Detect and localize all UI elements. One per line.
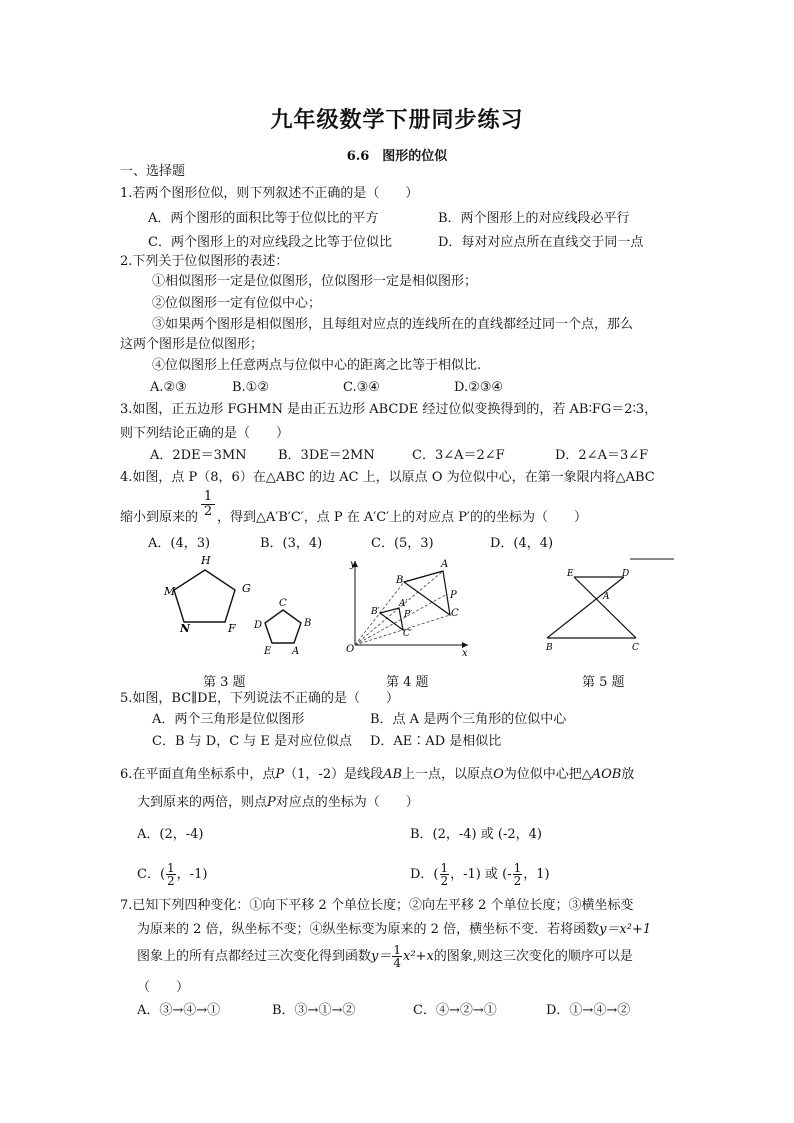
- label-P: P: [450, 590, 457, 601]
- q6-text-3: 上一点，以原点: [402, 767, 494, 782]
- q4-fraction: [201, 490, 215, 519]
- q6-option-b: B．(2，-4) 或 (-2，4): [410, 827, 542, 842]
- label-B: B: [396, 575, 404, 586]
- q6-d-frac1-den: 2: [440, 874, 449, 888]
- q6-text-6: 大到原来的两倍，则点: [137, 795, 268, 810]
- q6-text-2: （1，-2）是线段: [284, 767, 384, 782]
- q3-stem-line2: 则下列结论正确的是（ ）: [120, 426, 290, 441]
- label-P-prime: P′: [404, 610, 413, 620]
- label-O: O: [346, 644, 355, 655]
- q3-option-a: A．2DE＝3MN: [150, 448, 247, 463]
- label-D: D: [254, 620, 263, 631]
- triangle-ABC: [404, 571, 450, 615]
- label-B-prime: B′: [371, 607, 380, 617]
- q7-option-b: B．③→①→②: [272, 1003, 356, 1018]
- q7-line3-text: 图象上的所有点都经过三次变化得到函数: [137, 949, 372, 964]
- label-B: B: [546, 643, 553, 653]
- q6-text-7: 对应点的坐标为（ ）: [275, 795, 419, 810]
- q7-option-a: A．③→④→①: [137, 1003, 221, 1018]
- q2-statement-1: ①相似图形一定是位似图形，位似图形一定是相似图形；: [152, 274, 478, 289]
- q7-line4: （ ）: [137, 980, 190, 995]
- q5-stem: 5.如图，BC∥DE，下列说法不正确的是（ ）: [120, 691, 400, 706]
- triangle-A2B2C2: [380, 608, 403, 630]
- q7-line2-function: y＝x²+1: [599, 922, 652, 937]
- q4-stem-line2a: 缩小到原来的: [120, 510, 199, 525]
- label-E: E: [567, 569, 574, 579]
- label-x: x: [462, 648, 468, 658]
- q3-option-b: B．3DE＝2MN: [278, 448, 375, 463]
- label-N: N: [180, 622, 191, 635]
- q6-var-O: O: [493, 767, 504, 782]
- q7-line1: 7.已知下列四种变化：①向下平移 2 个单位长度；②向左平移 2 个单位长度；③横坐标变: [120, 898, 634, 913]
- q2-statement-2: ②位似图形一定有位似中心；: [152, 296, 322, 311]
- caption-figure-5: 第 5 题: [582, 675, 625, 690]
- label-C: C: [451, 608, 459, 619]
- q6-d-post: ，1): [523, 867, 550, 882]
- q7-frac-den: 4: [393, 956, 402, 970]
- caption-figure-4: 第 4 题: [386, 675, 429, 690]
- q7-line2-text: 为原来的 2 倍，纵坐标不变；④纵坐标变为原来的 2 倍，横坐标不变．若将函数: [137, 922, 600, 937]
- small-pentagon: [265, 610, 301, 643]
- label-E: E: [264, 646, 272, 657]
- q1-option-b: B．两个图形上的对应线段必平行: [438, 211, 630, 226]
- q4-stem-line1: 4.如图，点 P（8，6）在△ABC 的边 AC 上，以原点 O 为位似中心，在第一象限内将△ABC: [120, 470, 655, 485]
- q6-var-P2: P: [267, 795, 276, 810]
- q4-option-b: B．(3，4): [260, 536, 323, 551]
- section-subtitle: 6.6 图形的位似: [346, 149, 448, 164]
- q6-option-c: [137, 858, 207, 892]
- q7-line3: [137, 940, 633, 974]
- q2-statement-3-cont: 这两个图形是位似图形；: [120, 337, 264, 352]
- q5-option-a: A．两个三角形是位似图形: [152, 712, 305, 727]
- q6-d-frac1-num: 1: [440, 861, 449, 875]
- label-A: A: [441, 559, 449, 570]
- q6-c-fraction: [166, 862, 176, 887]
- q4-fraction-den: 2: [203, 504, 213, 519]
- q2-option-c: C.③④: [343, 380, 380, 395]
- label-C: C: [279, 598, 287, 609]
- q5-option-b: B．点 A 是两个三角形的位似中心: [370, 712, 567, 727]
- q1-option-d: D．每对对应点所在直线交于同一点: [438, 235, 644, 250]
- label-D: D: [622, 569, 630, 579]
- q4-stem-line2b: ，得到△A′B′C′，点 P 在 A′C′上的对应点 P′的的坐标为（ ）: [217, 510, 587, 525]
- q2-statement-3: ③如果两个图形是相似图形，且每组对应点的连线所在的直线都经过同一个点，那么: [152, 317, 634, 332]
- q3-option-c: C．3∠A＝2∠F: [412, 448, 505, 463]
- q6-option-d: [410, 858, 550, 892]
- q6-d-fraction-1: [440, 862, 450, 887]
- q4-option-a: A．(4，3): [148, 536, 211, 551]
- q4-fraction-num: 1: [201, 490, 215, 505]
- q7-line3-text-2: 的图象,则这三次变化的顺序可以是: [433, 949, 633, 964]
- q6-text-4: 为位似中心把△: [503, 767, 592, 782]
- q6-var-AB: AB: [383, 767, 403, 782]
- label-A-prime: A′: [399, 599, 408, 609]
- label-y: y: [350, 559, 356, 570]
- q5-option-c: C．B 与 D，C 与 E 是对应位似点: [152, 734, 353, 749]
- q2-option-a: A.②③: [150, 380, 187, 395]
- q6-text-5: 放: [621, 767, 635, 782]
- figure-5-triangles: [540, 558, 680, 658]
- label-A: A: [603, 592, 610, 602]
- q7-fn-post: x²+x: [403, 949, 434, 964]
- q3-stem-line1: 3.如图，正五边形 FGHMN 是由正五边形 ABCDE 经过位似变换得到的，若 AB∶FG＝2∶3，: [120, 402, 658, 417]
- q6-stem-line1: [120, 766, 634, 784]
- q6-c-post: ，-1): [176, 867, 208, 882]
- q6-d-mid: ，-1) 或 (-: [450, 867, 512, 882]
- q2-option-d: D.②③④: [454, 380, 504, 395]
- q3-option-d: D．2∠A＝3∠F: [555, 448, 649, 463]
- label-F: F: [228, 622, 236, 635]
- q7-line2: [137, 921, 651, 939]
- q6-d-frac2-num: 1: [513, 861, 522, 875]
- q2-option-b: B.①②: [232, 380, 269, 395]
- figure-3-pentagons: [160, 550, 330, 660]
- segment-EC: [574, 577, 636, 638]
- q1-option-a: A．两个图形的面积比等于位似比的平方: [148, 211, 379, 226]
- q6-c-frac-den: 2: [167, 874, 175, 888]
- q7-option-c: C．④→②→①: [413, 1003, 497, 1018]
- label-H: H: [201, 554, 211, 567]
- label-C-prime: C′: [403, 629, 412, 639]
- page-title: 九年级数学下册同步练习: [270, 107, 524, 133]
- q6-d-frac2-den: 2: [513, 874, 522, 888]
- q5-option-d: D．AE∶AD 是相似比: [370, 734, 502, 749]
- q6-c-frac-num: 1: [167, 861, 175, 875]
- section-heading: 一、选择题: [120, 164, 186, 179]
- label-G: G: [242, 582, 251, 595]
- q6-c-pre: C．(: [137, 867, 166, 882]
- q7-fn-pre: y＝: [371, 949, 392, 964]
- label-M: M: [164, 585, 176, 598]
- q6-var-AOB: AOB: [591, 767, 622, 782]
- q7-option-d: D．①→④→②: [546, 1003, 631, 1018]
- q7-frac-num: 1: [393, 943, 402, 957]
- q6-var-P: P: [275, 767, 285, 782]
- q2-statement-4: ④位似图形上任意两点与位似中心的距离之比等于相似比.: [152, 358, 482, 373]
- q6-d-pre: D．(: [410, 867, 439, 882]
- segment-DB: [547, 577, 624, 638]
- caption-figure-3: 第 3 题: [203, 675, 246, 690]
- q4-option-c: C．(5，3): [371, 536, 434, 551]
- q4-option-d: D．(4，4): [490, 536, 554, 551]
- q6-d-fraction-2: [513, 862, 523, 887]
- q1-stem: 1.若两个图形位似，则下列叙述不正确的是（ ）: [120, 186, 419, 201]
- q2-stem: 2.下列关于位似图形的表述：: [120, 254, 289, 269]
- q6-text-1: 6.在平面直角坐标系中，点: [120, 767, 276, 782]
- large-pentagon: [174, 570, 235, 622]
- label-C: C: [632, 643, 639, 653]
- q6-stem-line2: [137, 794, 419, 812]
- figure-4-coordinate-plane: [340, 553, 480, 658]
- label-B: B: [304, 618, 312, 629]
- q1-option-c: C．两个图形上的对应线段之比等于位似比: [148, 235, 392, 250]
- q7-fraction: [392, 944, 402, 969]
- label-A: A: [292, 646, 300, 657]
- q6-option-a: A．(2，-4): [137, 827, 204, 842]
